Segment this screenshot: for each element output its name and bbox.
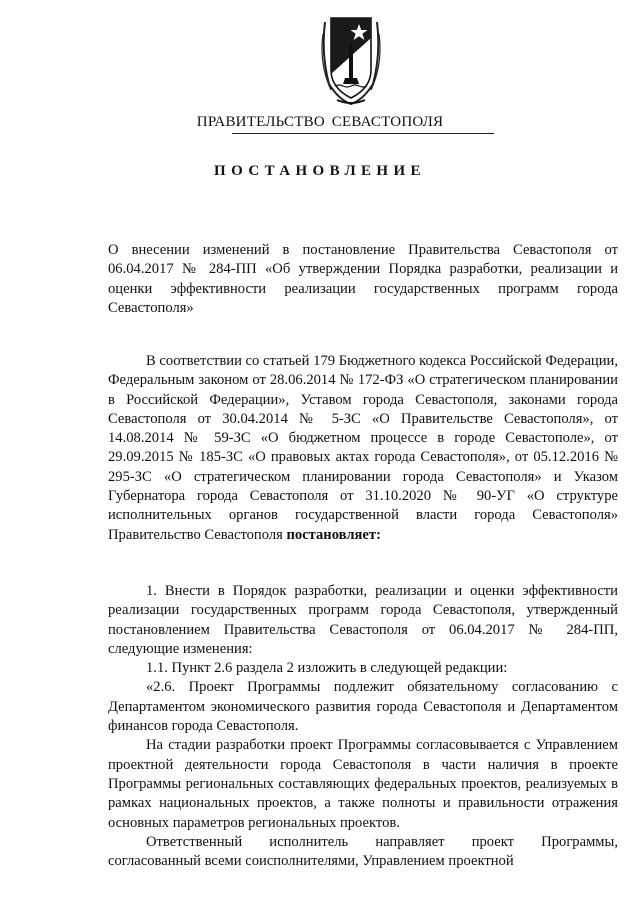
clause-1: 1. Внести в Порядок разработки, реализации и оценки эффективности реализации государственных программ города Севастополя, утвержденный постановлением Правительства Севастополя от 06.04.2017 № 284-ПП, следующие изменения: <box>108 583 618 657</box>
resolves-word: постановляет: <box>286 526 381 543</box>
clause-1-1: 1.1. Пункт 2.6 раздела 2 изложить в следующей редакции: <box>146 660 508 677</box>
clause-2-6: «2.6. Проект Программы подлежит обязательному согласованию с Департаментом экономического развития города Севастополя и Департаментом финансов города Севастополя. <box>108 679 618 735</box>
sevastopol-coat-of-arms-icon <box>319 14 383 106</box>
header-divider <box>232 133 494 134</box>
clause-stage-paragraph: На стадии разработки проект Программы согласовывается с Управлением проектной деятельности города Севастополя в части наличия в проекте Программы региональных составляющих федеральных проектов, реализуемых в рамках национальных проектов, а также полноты и правильности отражения основных параметров региональных проектов. <box>108 737 618 831</box>
resolution-body <box>108 582 618 871</box>
document-subject <box>108 241 618 318</box>
preamble-paragraph <box>108 352 618 545</box>
organization-name: ПРАВИТЕЛЬСТВО СЕВАСТОПОЛЯ <box>196 114 444 130</box>
clause-responsible-paragraph: Ответственный исполнитель направляет проект Программы, согласованный всеми соисполнителями, Управлением проектной <box>108 833 618 870</box>
subject-text: О внесении изменений в постановление Правительства Севастополя от 06.04.2017 № 284-ПП «Об утверждении Порядка разработки, реализации и оценки эффективности реализации государственных программ города Севастополя» <box>108 242 618 316</box>
preamble-text: В соответствии со статьей 179 Бюджетного кодекса Российской Федерации, Федеральным законом от 28.06.2014 № 172-ФЗ «О стратегическом планировании в Российской Федерации», Уставом города Севастополя, законами города Севастополя от 30.04.2014 № 5-ЗС «О Правительстве Севастополя», от 14.08.2014 № 59-ЗС «О бюджетном процессе в городе Севастополе», от 29.09.2015 № 185-ЗС «О правовых актах города Севастополя», от 05.12.2016 № 295-ЗС «О стратегическом планировании города Севастополя» и Указом Губернатора города Севастополя от 31.10.2020 № 90-УГ «О структуре исполнительных органов государственной власти города Севастополя» Правительство Севастополя <box>108 353 618 543</box>
preamble <box>108 352 618 545</box>
document-type-title: ПОСТАНОВЛЕНИЕ <box>214 163 426 179</box>
